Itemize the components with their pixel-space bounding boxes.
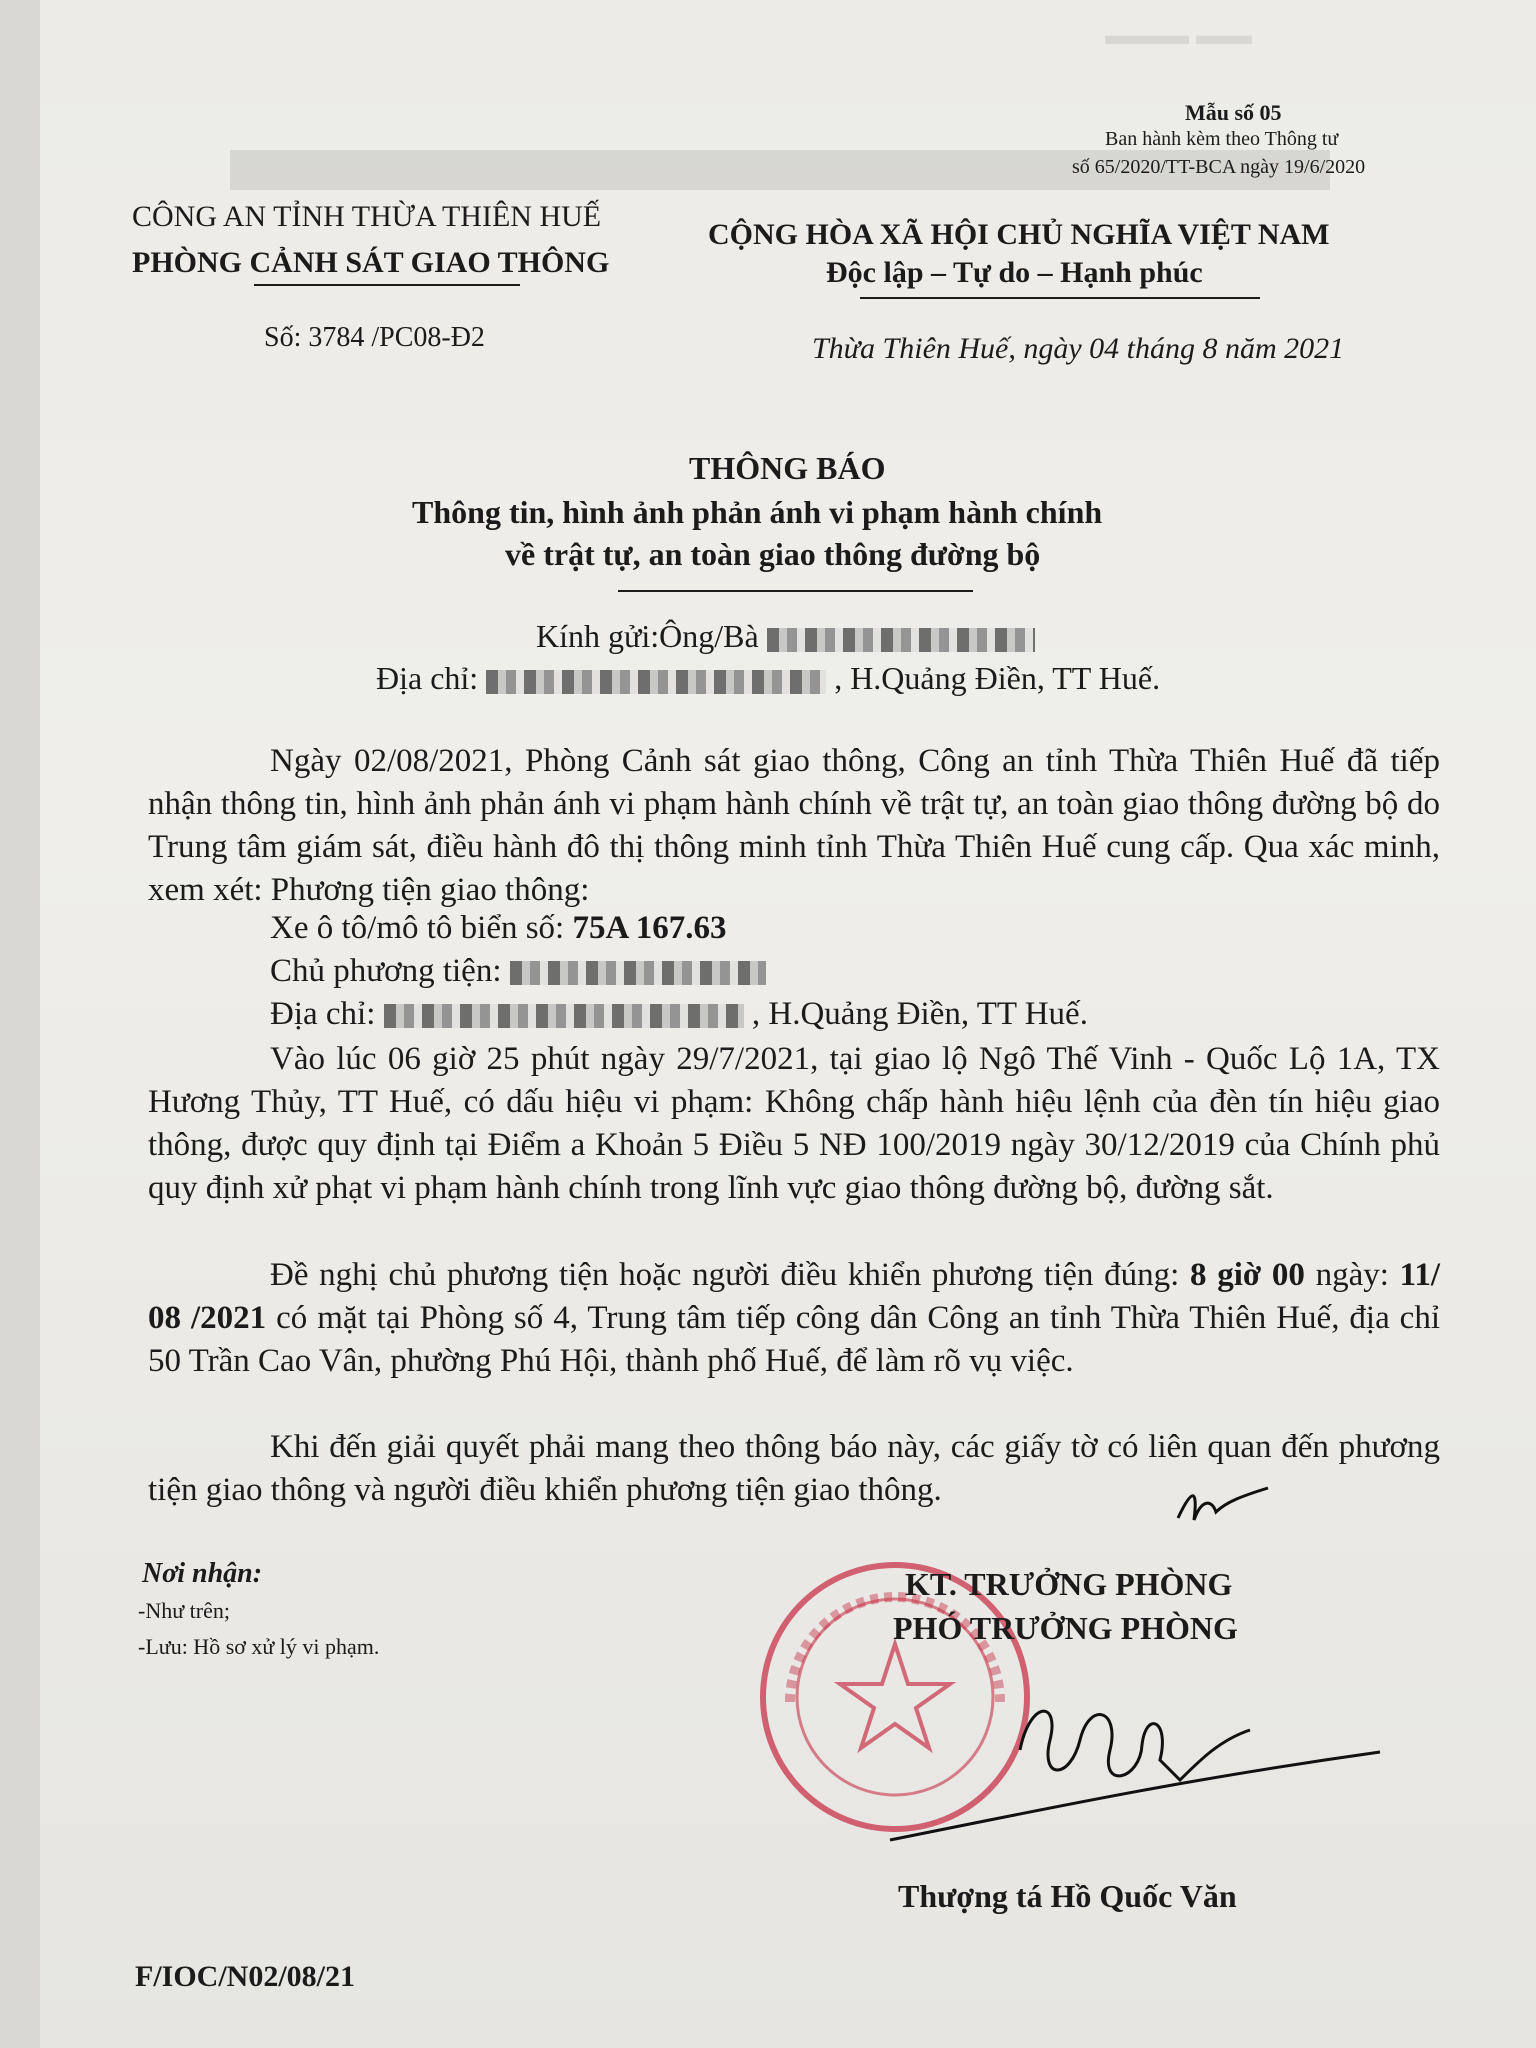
signer-name: Thượng tá Hồ Quốc Văn — [898, 1878, 1237, 1914]
redacted-name — [767, 628, 1035, 652]
form-number: Mẫu số 05 — [1185, 100, 1282, 125]
vehicle-line — [270, 910, 727, 947]
license-plate: 75A 167.63 — [572, 910, 727, 946]
document-number: Số: 3784 /PC08-Đ2 — [264, 322, 485, 353]
paragraph-1-text: Ngày 02/08/2021, Phòng Cảnh sát giao thông, Công an tỉnh Thừa Thiên Huế đã tiếp nhận thông tin, hình ảnh phản ánh vi phạm hành chính về trật tự, an toàn giao thông đường bộ do Trung tâm giám sát, điều hành đô thị thông minh tỉnh Thừa Thiên Huế cung cấp. Qua xác minh, xem xét: Phương tiện giao thông: — [148, 743, 1440, 908]
paragraph-4-text: Khi đến giải quyết phải mang theo thông báo này, các giấy tờ có liên quan đến phương tiện giao thông và người điều khiển phương tiện giao thông. — [148, 1429, 1440, 1508]
motto-underline — [860, 297, 1260, 299]
body-paragraph-1 — [148, 740, 1440, 912]
title-underline — [618, 590, 973, 592]
owner-address-tail: , H.Quảng Điền, TT Huế. — [751, 996, 1088, 1032]
agency-line2: PHÒNG CẢNH SÁT GIAO THÔNG — [132, 246, 610, 279]
agency-line1: CÔNG AN TỈNH THỪA THIÊN HUẾ — [132, 200, 602, 233]
document-subtitle2: về trật tự, an toàn giao thông đường bộ — [505, 536, 1041, 572]
document-subtitle1: Thông tin, hình ảnh phản ánh vi phạm hành chính — [412, 494, 1103, 530]
address-tail: , H.Quảng Điền, TT Huế. — [834, 660, 1161, 696]
owner-address-line — [270, 996, 1088, 1033]
paragraph-3-lead: Đề nghị chủ phương tiện hoặc người điều khiển phương tiện đúng: — [270, 1257, 1180, 1293]
recipient-address — [376, 660, 1160, 697]
recipient-line — [536, 618, 1035, 655]
recipients-title: Nơi nhận: — [142, 1558, 263, 1589]
owner-label: Chủ phương tiện: — [270, 953, 502, 989]
recipient-label: Kính gửi:Ông/Bà — [536, 618, 759, 654]
signature-title-1: KT. TRƯỞNG PHÒNG — [905, 1566, 1233, 1602]
form-issued-line1: Ban hành kèm theo Thông tư — [1105, 128, 1339, 150]
form-issued-line2: số 65/2020/TT-BCA ngày 19/6/2020 — [1072, 156, 1366, 178]
address-label: Địa chỉ: — [376, 660, 479, 696]
agency-underline — [254, 284, 520, 286]
footer-code: F/IOC/N02/08/21 — [135, 1960, 356, 1993]
appointment-time: 8 giờ 00 — [1190, 1257, 1305, 1293]
owner-line — [270, 953, 766, 990]
recipients-item-2: -Lưu: Hồ sơ xử lý vi phạm. — [138, 1634, 380, 1659]
redacted-owner-address — [384, 1004, 744, 1028]
document-title: THÔNG BÁO — [689, 450, 886, 486]
redacted-owner — [510, 961, 766, 985]
paragraph-3-rest: có mặt tại Phòng số 4, Trung tâm tiếp công dân Công an tỉnh Thừa Thiên Huế, địa chỉ 50 Trần Cao Vân, phường Phú Hội, thành phố Huế, để làm rõ vụ việc. — [148, 1300, 1441, 1379]
recipients-item-1: -Như trên; — [138, 1598, 230, 1623]
signature-title-2: PHÓ TRƯỞNG PHÒNG — [893, 1610, 1238, 1646]
nation-title: CỘNG HÒA XÃ HỘI CHỦ NGHĨA VIỆT NAM — [708, 218, 1330, 251]
handwritten-signature — [880, 1660, 1420, 1860]
body-paragraph-2 — [148, 1038, 1440, 1210]
nation-motto: Độc lập – Tự do – Hạnh phúc — [826, 256, 1203, 289]
issue-date: Thừa Thiên Huế, ngày 04 tháng 8 năm 2021 — [812, 332, 1345, 365]
initials-mark — [1172, 1478, 1272, 1532]
owner-address-label: Địa chỉ: — [270, 996, 376, 1032]
body-paragraph-3 — [148, 1254, 1440, 1383]
redacted-address — [486, 670, 826, 694]
paragraph-2-text: Vào lúc 06 giờ 25 phút ngày 29/7/2021, tại giao lộ Ngô Thế Vinh - Quốc Lộ 1A, TX Hương Thủy, TT Huế, có dấu hiệu vi phạm: Không chấp hành hiệu lệnh của đèn tín hiệu giao thông, được quy định tại Điểm a Khoản 5 Điều 5 NĐ 100/2019 ngày 30/12/2019 của Chính phủ quy định xử phạt vi phạm hành chính trong lĩnh vực giao thông đường bộ, đường sắt. — [148, 1041, 1440, 1206]
vehicle-label: Xe ô tô/mô tô biển số: — [270, 910, 565, 946]
paragraph-3-day-label: ngày: — [1315, 1257, 1389, 1293]
show-through-text: ▬▬▬ ▬▬ — [1105, 20, 1252, 51]
appointment-date: 11/ 08 /2021 — [148, 1257, 1441, 1336]
